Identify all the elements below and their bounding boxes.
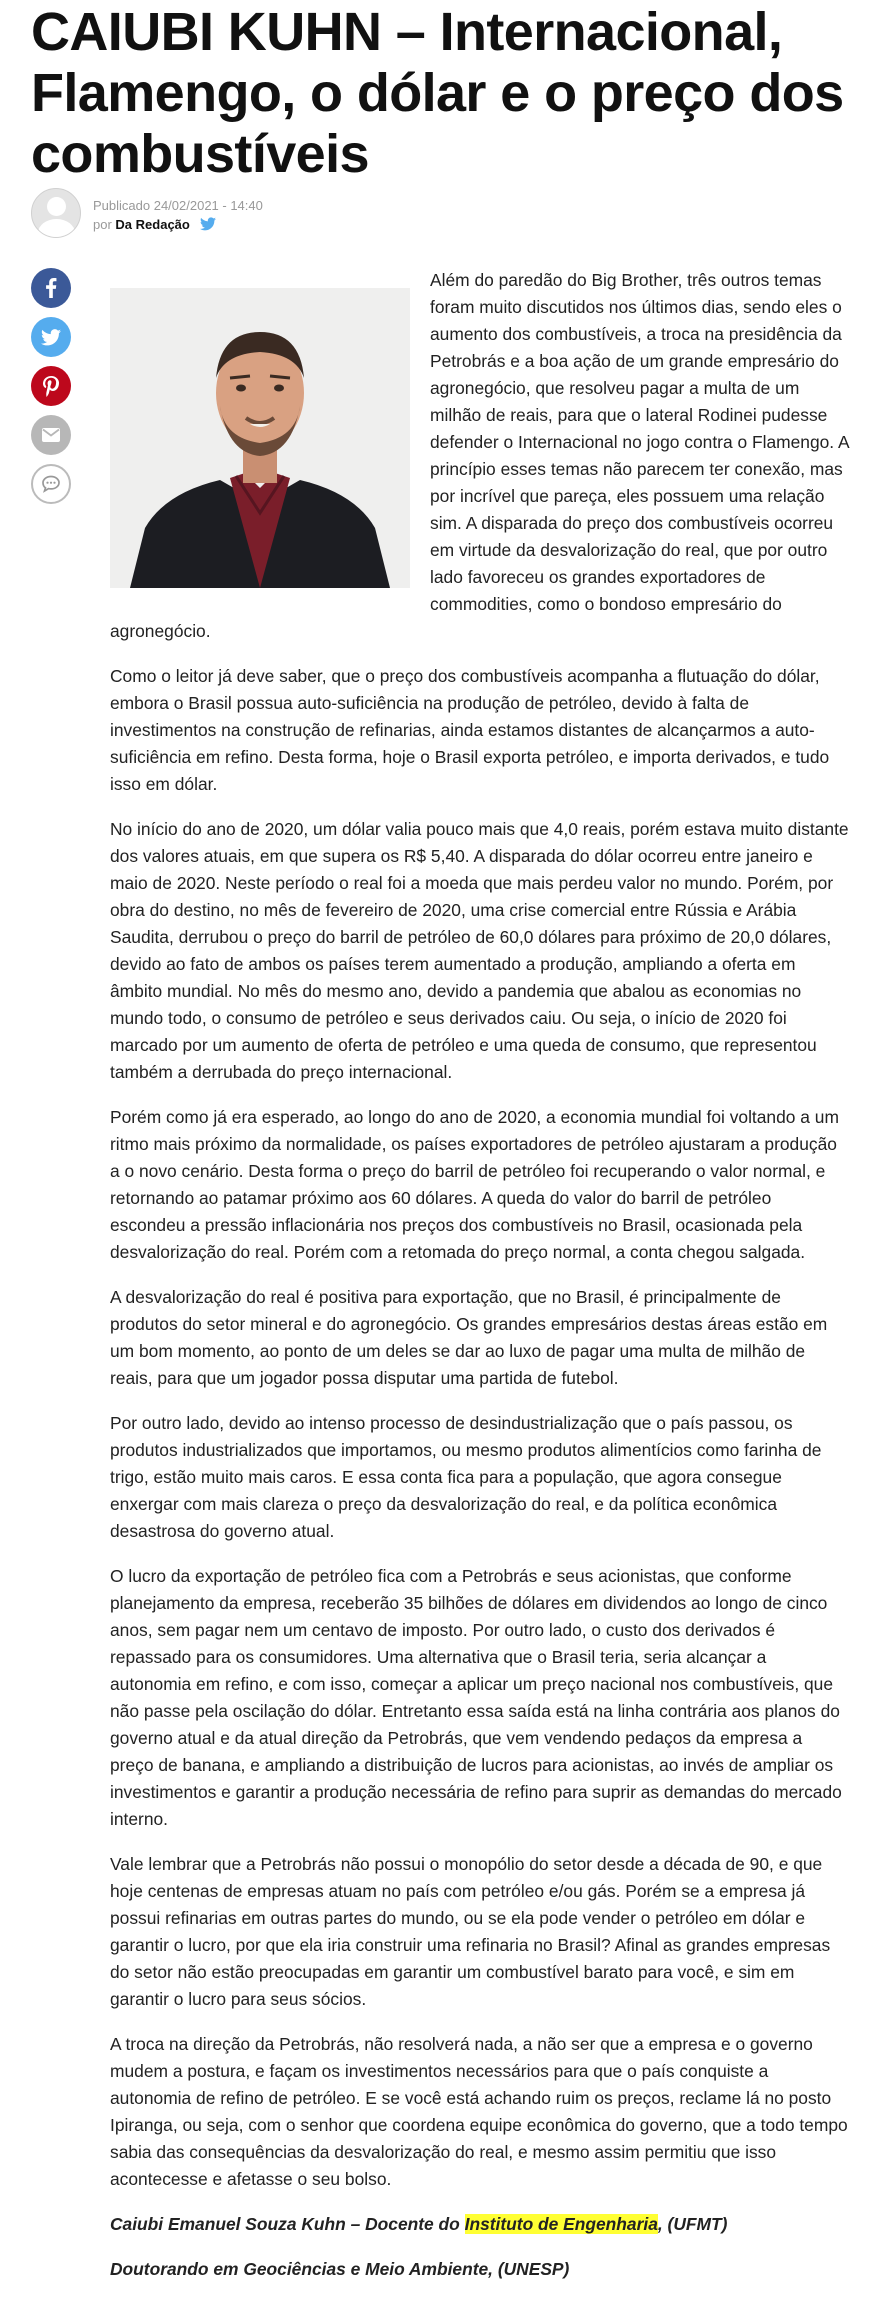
comment-button[interactable] (31, 464, 71, 504)
twitter-icon (41, 329, 61, 346)
byline (31, 188, 631, 240)
paragraph: O lucro da exportação de petróleo fica com a Petrobrás e seus acionistas, que conforme planejamento da empresa, receberão 35 bilhões de dólares em dividendos ao longo de cinco anos, sem pagar nem um centavo de imposto. Por outro lado, o custo dos derivados é repassado para os consumidores. Uma alternativa que o Brasil teria, seria alcançar a autonomia em refino, e com isso, começar a aplicar um preço nacional nos combustíveis, que não passe pela oscilação do dólar. Entretanto essa saída está na linha contrária aos planos do governo atual e da atual direção da Petrobrás, que vem vendendo pedaços da empresa a preço de banana, e ampliando a distribuição de lucros para acionistas, ao invés de ampliar os investimentos e garantir a produção necessária de refino para suprir as demandas do mercado interno. (110, 1566, 842, 1829)
pinterest-icon (43, 376, 59, 397)
pinterest-share-button[interactable] (31, 366, 71, 406)
signature-line-1: Caiubi Emanuel Souza Kuhn – Docente do Instituto de Engenharia, (UFMT) (110, 2214, 728, 2234)
share-bar (31, 268, 71, 513)
by-prefix: por (93, 217, 112, 232)
paragraph: Por outro lado, devido ao intenso processo de desindustrialização que o país passou, os produtos industrializados que importamos, ou mesmo produtos alimentícios como farinha de trigo, estão muito mais caros. E essa conta fica para a população, que agora consegue enxergar com mais clareza o preço da desvalorização do real, e da política econômica desastrosa do governo atual. (110, 1413, 822, 1541)
twitter-share-button[interactable] (31, 317, 71, 357)
author-signature (110, 2211, 850, 2283)
paragraph: A troca na direção da Petrobrás, não resolverá nada, a não ser que a empresa e o governo mudem a postura, e façam os investimentos necessários para que o país conquiste a autonomia de refino de petróleo. E se você está achando ruim os preços, reclame lá no posto Ipiranga, ou seja, com o senhor que coordena equipe econômica do governo, que a todo tempo sabia das consequências da desvalorização do real, e mesmo assim permitiu que isso acontecesse e afetasse o seu bolso. (110, 2034, 848, 2189)
article-body (110, 267, 850, 2301)
paragraph: A desvalorização do real é positiva para exportação, que no Brasil, é principalmente de produtos do setor mineral e do agronegócio. Os grandes empresários destas áreas estão em um bom momento, ao ponto de um deles se dar ao luxo de pagar uma multa de milhão de reais, para que um jogador possa disputar uma partida de futebol. (110, 1287, 828, 1388)
paragraph: No início do ano de 2020, um dólar valia pouco mais que 4,0 reais, porém estava muito distante dos valores atuais, em que supera os R$ 5,40. A disparada do dólar ocorreu entre janeiro e maio de 2020. Neste período o real foi a moeda que mais perdeu valor no mundo. Porém, por obra do destino, no mês de fevereiro de 2020, uma crise comercial entre Rússia e Arábia Saudita, derrubou o preço do barril de petróleo de 60,0 dólares para próximo de 20,0 dólares, devido ao fato de ambos os países terem aumentado a produção, ampliando a oferta em âmbito mundial. No mês do mesmo ano, devido a pandemia que abalou as economias no mundo todo, o consumo de petróleo e seus derivados caiu. Ou seja, o início de 2020 foi marcado por um aumento de oferta de petróleo e uma queda de consumo, que representou também a derrubada do preço internacional. (110, 819, 849, 1082)
institution-highlight: Instituto de Engenharia (464, 2214, 658, 2234)
paragraph: Porém como já era esperado, ao longo do ano de 2020, a economia mundial foi voltando a um ritmo mais próximo da normalidade, os países exportadores de petróleo ajustaram a produção a o novo cenário. Desta forma o preço do barril de petróleo foi recuperando o valor normal, e retornando ao patamar próximo aos 60 dólares. A queda do valor do barril de petróleo escondeu a pressão inflacionária nos preços dos combustíveis no Brasil, ocasionada pela desvalorização do real. Porém com a retomada do preço normal, a conta chegou salgada. (110, 1107, 839, 1262)
author-avatar[interactable] (31, 188, 81, 238)
paragraph: Como o leitor já deve saber, que o preço dos combustíveis acompanha a flutuação do dólar, embora o Brasil possua auto-suficiência na produção de petróleo, devido à falta de investimentos na construção de refinarias, ainda estamos distantes de alcançarmos a auto-suficiência em refino. Desta forma, hoje o Brasil exporta petróleo, e importa derivados, e tudo isso em dólar. (110, 666, 830, 794)
facebook-share-button[interactable] (31, 268, 71, 308)
signature-line-2: Doutorando em Geociências e Meio Ambiente, (UNESP) (110, 2259, 570, 2279)
author-photo (110, 288, 410, 588)
byline-meta (93, 196, 263, 234)
author-link[interactable]: Da Redação (115, 217, 190, 232)
email-share-button[interactable] (31, 415, 71, 455)
article-title: CAIUBI KUHN – Internacional, Flamengo, o dólar e o preço dos combustíveis (31, 2, 844, 184)
email-icon (42, 428, 60, 442)
publish-date: Publicado 24/02/2021 - 14:40 (93, 198, 263, 213)
paragraph: Além do paredão do Big Brother, três outros temas foram muito discutidos nos últimos dias, sendo eles o aumento dos combustíveis, a troca na presidência da Petrobrás e a boa ação de um grande empresário do agronegócio, que resolveu pagar a multa de um milhão de reais, para que o lateral Rodinei pudesse defender o Internacional no jogo contra o Flamengo. A princípio esses temas não parecem ter conexão, mas por incrível que pareça, eles possuem uma relação sim. A disparada do preço dos combustíveis ocorreu em virtude da desvalorização do real, que por outro lado favoreceu os grandes exportadores de commodities, como o bondoso empresário do agronegócio. (110, 270, 849, 641)
twitter-icon[interactable] (200, 217, 216, 231)
facebook-icon (45, 278, 57, 298)
comment-icon (41, 475, 61, 493)
paragraph: Vale lembrar que a Petrobrás não possui o monopólio do setor desde a década de 90, e que hoje centenas de empresas atuam no país com petróleo e/ou gás. Porém se a empresa já possui refinarias em outras partes do mundo, ou se ela pode vender o petróleo em dólar e garantir o lucro, por que ela iria construir uma refinaria no Brasil? Afinal as grandes empresas do setor não estão preocupadas em garantir um combustível barato para você, e sim em garantir o lucro para seus sócios. (110, 1854, 831, 2009)
